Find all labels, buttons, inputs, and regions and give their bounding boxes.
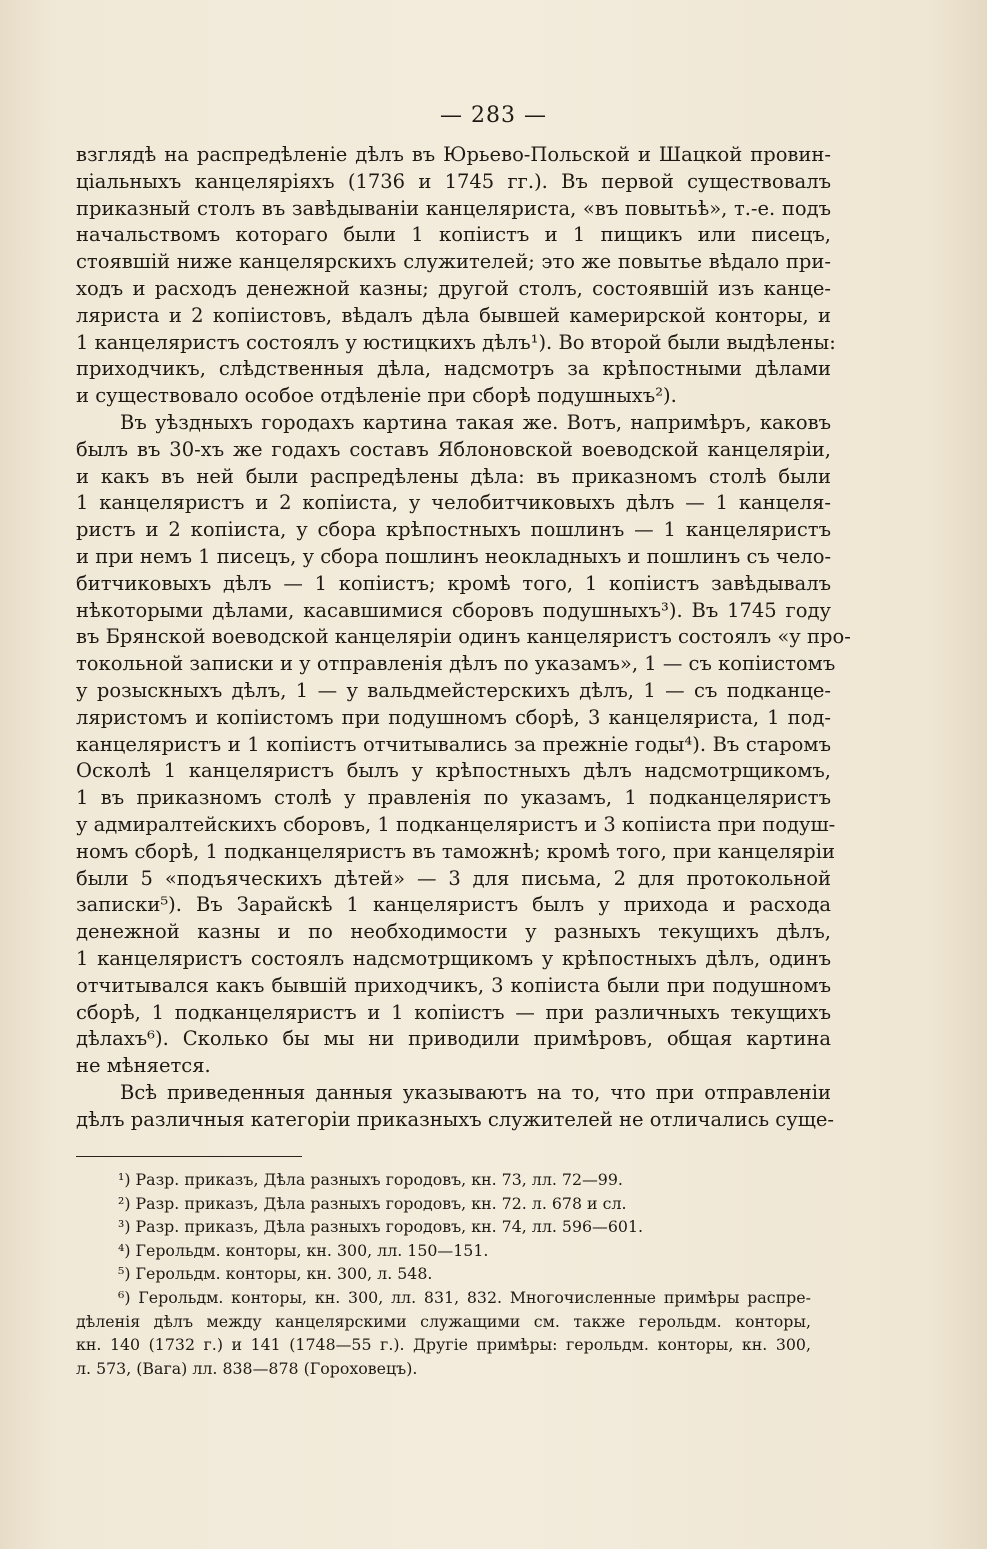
text-line: ристъ и 2 копіиста, у сбора крѣпостныхъ пошлинъ — 1 канцеляристъ bbox=[76, 518, 831, 542]
text-line: у адмиралтейскихъ сборовъ, 1 подканцеляристъ и 3 копіиста при подуш- bbox=[76, 812, 836, 836]
text-line: канцеляристъ и 1 копіистъ отчитывались за прежніе годы⁴). Въ старомъ bbox=[76, 732, 831, 756]
text-line: токольной записки и у отправленія дѣлъ по указамъ», 1 — съ копіистомъ bbox=[76, 652, 836, 676]
footnote-5: ⁵) Герольдм. конторы, кн. 300, л. 548. bbox=[118, 1264, 433, 1284]
text-line: ходъ и расходъ денежной казны; другой столъ, состоявшій изъ канце- bbox=[76, 276, 831, 300]
paragraph-start-line: Въ уѣздныхъ городахъ картина такая же. Вотъ, напримѣръ, каковъ bbox=[120, 410, 831, 434]
text-line: 1 канцеляристъ состоялъ у юстицкихъ дѣлъ¹). Во второй были выдѣлены: bbox=[76, 330, 836, 354]
footnote-6: ⁶) Герольдм. конторы, кн. 300, лл. 831, 832. Многочисленные примѣры распре- bbox=[118, 1287, 811, 1307]
text-line: ціальныхъ канцеляріяхъ (1736 и 1745 гг.). Въ первой существовалъ bbox=[76, 169, 831, 193]
text-line: не мѣняется. bbox=[76, 1054, 211, 1078]
footnotes bbox=[76, 1168, 811, 1380]
text-line: 1 въ приказномъ столѣ у правленія по указамъ, 1 подканцеляристъ bbox=[76, 786, 831, 810]
text-line: нѣкоторыми дѣлами, касавшимися сборовъ подушныхъ³). Въ 1745 году bbox=[76, 598, 831, 622]
footnote-4: ⁴) Герольдм. конторы, кн. 300, лл. 150—151. bbox=[118, 1240, 489, 1260]
text-line: былъ въ 30-хъ же годахъ составъ Яблоновской воеводской канцеляріи, bbox=[76, 437, 831, 461]
footnote-6-continued: дѣленія дѣлъ между канцелярскими служащими см. также герольдм. конторы, bbox=[76, 1311, 811, 1331]
text-line: стоявшій ниже канцелярскихъ служителей; это же повытье вѣдало при- bbox=[76, 250, 831, 274]
text-line: ляристомъ и копіистомъ при подушномъ сборѣ, 3 канцеляриста, 1 под- bbox=[76, 705, 831, 729]
footnote-2: ²) Разр. приказъ, Дѣла разныхъ городовъ, кн. 72. л. 678 и сл. bbox=[118, 1193, 627, 1213]
text-line: взглядѣ на распредѣленіе дѣлъ въ Юрьево-Польской и Шацкой провин- bbox=[76, 143, 831, 166]
text-line: начальствомъ котораго были 1 копіистъ и 1 пищикъ или писецъ, bbox=[76, 223, 831, 247]
text-line: и какъ въ ней были распредѣлены дѣла: въ приказномъ столѣ были bbox=[76, 464, 831, 488]
text-line: 1 канцеляристъ и 2 копіиста, у челобитчиковыхъ дѣлъ — 1 канцеля- bbox=[76, 491, 831, 515]
text-line: Осколѣ 1 канцеляристъ былъ у крѣпостныхъ дѣлъ надсмотрщикомъ, bbox=[76, 759, 831, 783]
text-line: битчиковыхъ дѣлъ — 1 копіистъ; кромѣ того, 1 копіистъ завѣдывалъ bbox=[76, 571, 831, 595]
text-line: сборѣ, 1 подканцеляристъ и 1 копіистъ — при различныхъ текущихъ bbox=[76, 1000, 831, 1024]
text-line: и при немъ 1 писецъ, у сбора пошлинъ неокладныхъ и пошлинъ съ чело- bbox=[76, 544, 832, 568]
text-line: номъ сборѣ, 1 подканцеляристъ въ таможнѣ; кромѣ того, при канцеляріи bbox=[76, 839, 836, 863]
text-line: приходчикъ, слѣдственныя дѣла, надсмотръ за крѣпостными дѣлами bbox=[76, 357, 831, 381]
paragraph-start-line: Всѣ приведенныя данныя указываютъ на то, что при отправленіи bbox=[120, 1080, 831, 1104]
text-line: въ Брянской воеводской канцеляріи одинъ канцеляристъ состоялъ «у про- bbox=[76, 625, 851, 649]
page-number: — 283 — bbox=[440, 103, 547, 128]
text-line: были 5 «подъяческихъ дѣтей» — 3 для письма, 2 для протокольной bbox=[76, 866, 831, 890]
body-text bbox=[76, 142, 851, 1133]
text-line: приказный столъ въ завѣдываніи канцеляриста, «въ повытьѣ», т.-е. подъ bbox=[76, 196, 831, 220]
text-line: у розыскныхъ дѣлъ, 1 — у вальдмейстерскихъ дѣлъ, 1 — съ подканце- bbox=[76, 678, 831, 702]
text-line: отчитывался какъ бывшій приходчикъ, 3 копіиста были при подушномъ bbox=[76, 973, 831, 997]
footnote-3: ³) Разр. приказъ, Дѣла разныхъ городовъ, кн. 74, лл. 596—601. bbox=[118, 1217, 644, 1237]
text-line: дѣлахъ⁶). Сколько бы мы ни приводили примѣровъ, общая картина bbox=[76, 1027, 831, 1051]
text-line: денежной казны и по необходимости у разныхъ текущихъ дѣлъ, bbox=[76, 920, 831, 944]
footnote-6-continued: кн. 140 (1732 г.) и 141 (1748—55 г.). Другіе примѣры: герольдм. конторы, кн. 300, bbox=[76, 1335, 811, 1355]
text-line: ляриста и 2 копіистовъ, вѣдалъ дѣла бывшей камерирской конторы, и bbox=[76, 303, 831, 327]
text-line: 1 канцеляристъ состоялъ надсмотрщикомъ у крѣпостныхъ дѣлъ, одинъ bbox=[76, 946, 831, 970]
text-line: и существовало особое отдѣленіе при сборѣ подушныхъ²). bbox=[76, 384, 677, 408]
text-line: дѣлъ различныя категоріи приказныхъ служителей не отличались суще- bbox=[76, 1107, 834, 1131]
footnote-6-continued: л. 573, (Вага) лл. 838—878 (Гороховецъ). bbox=[76, 1358, 418, 1378]
footnote-divider bbox=[76, 1156, 302, 1157]
footnote-1: ¹) Разр. приказъ, Дѣла разныхъ городовъ, кн. 73, лл. 72—99. bbox=[118, 1170, 623, 1189]
text-line: записки⁵). Въ Зарайскѣ 1 канцеляристъ былъ у прихода и расхода bbox=[76, 893, 831, 917]
